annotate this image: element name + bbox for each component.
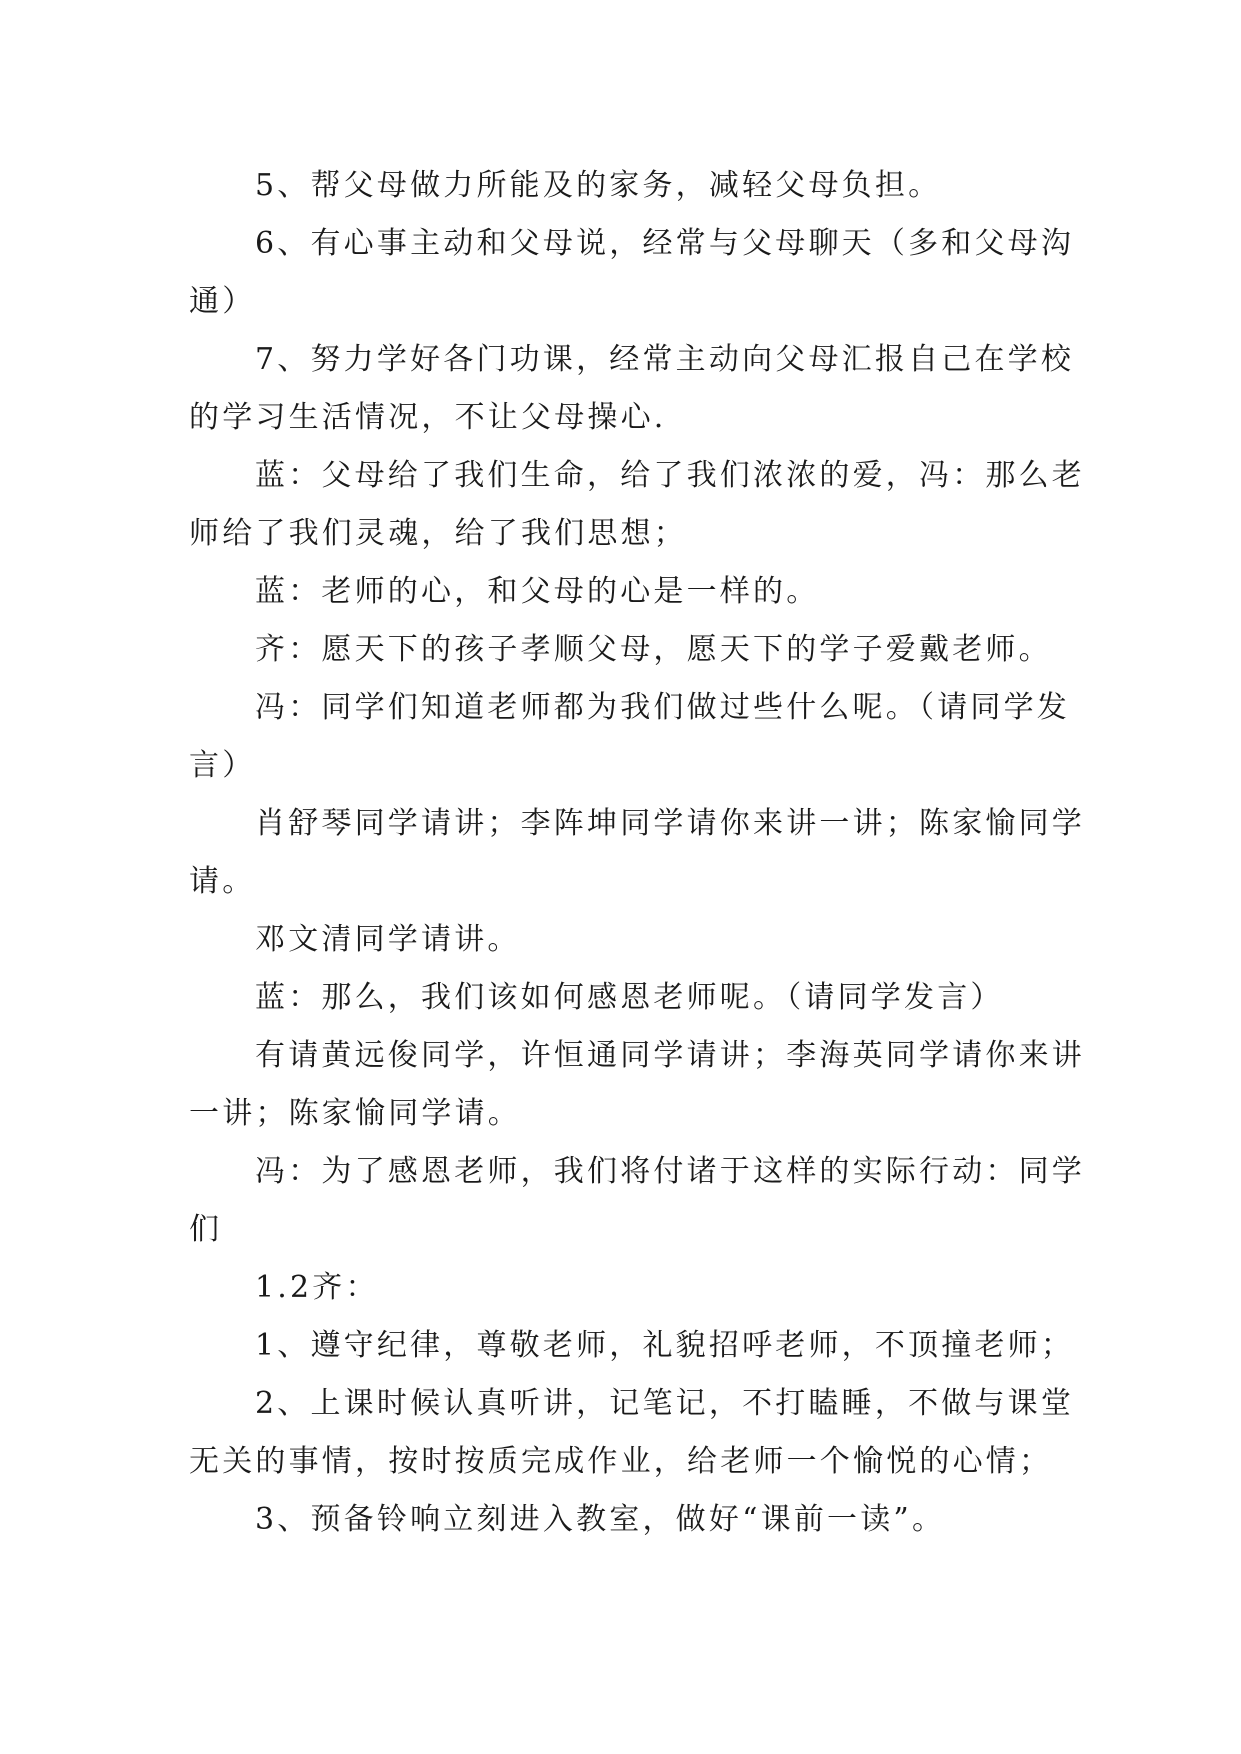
paragraph-item-5: 5、帮父母做力所能及的家务，减轻父母负担。 bbox=[255, 168, 942, 203]
paragraph-speakers-2: 邓文清同学请讲。 bbox=[255, 922, 521, 957]
paragraph-item-7: 7、努力学好各门功课，经常主动向父母汇报自己在学校的学习生活情况，不让父母操心. bbox=[189, 342, 1075, 435]
paragraph-feng-question: 冯：同学们知道老师都为我们做过些什么呢。（请同学发言） bbox=[189, 690, 1070, 783]
paragraph-lan-teacher-heart: 蓝：老师的心，和父母的心是一样的。 bbox=[255, 574, 820, 609]
paragraph-qi-wish: 齐：愿天下的孩子孝顺父母，愿天下的学子爱戴老师。 bbox=[255, 632, 1052, 667]
paragraph-action-1: 1、遵守纪律，尊敬老师，礼貌招呼老师，不顶撞老师； bbox=[255, 1328, 1075, 1363]
paragraph-feng-action: 冯：为了感恩老师，我们将付诸于这样的实际行动：同学们 bbox=[189, 1154, 1085, 1247]
paragraph-heading-1-2: 1.2齐： bbox=[255, 1270, 379, 1305]
paragraph-speakers-3: 有请黄远俊同学，许恒通同学请讲；李海英同学请你来讲一讲；陈家愉同学请。 bbox=[189, 1038, 1085, 1131]
paragraph-action-3: 3、预备铃响立刻进入教室，做好“课前一读”。 bbox=[255, 1502, 946, 1537]
paragraph-action-2: 2、上课时候认真听讲，记笔记，不打瞌睡，不做与课堂无关的事情，按时按质完成作业，给老师一个愉悦的心情； bbox=[189, 1386, 1075, 1479]
paragraph-speakers-1: 肖舒琴同学请讲；李阵坤同学请你来讲一讲；陈家愉同学请。 bbox=[189, 806, 1085, 899]
paragraph-lan-how-thank: 蓝：那么，我们该如何感恩老师呢。（请同学发言） bbox=[255, 980, 1004, 1015]
paragraph-item-6: 6、有心事主动和父母说，经常与父母聊天（多和父母沟通） bbox=[189, 226, 1075, 319]
paragraph-lan-parents-life: 蓝：父母给了我们生命，给了我们浓浓的爱，冯：那么老师给了我们灵魂，给了我们思想； bbox=[189, 458, 1085, 551]
